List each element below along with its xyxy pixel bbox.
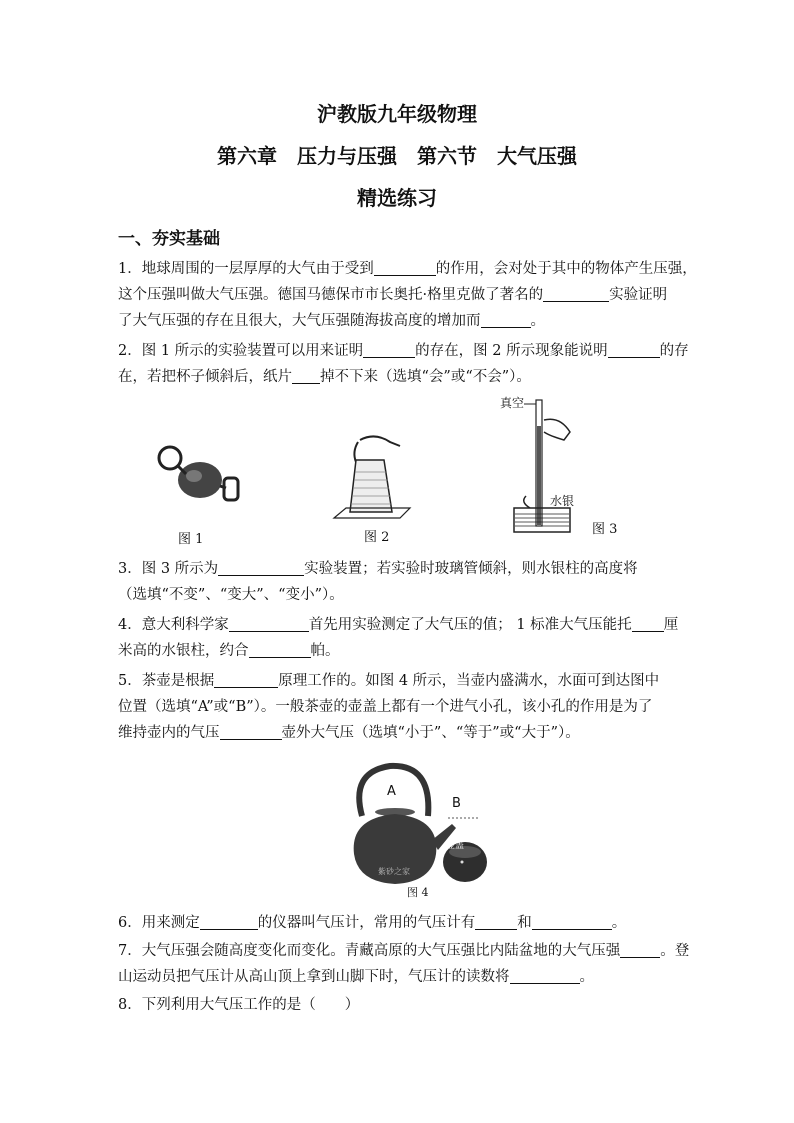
answer-blank[interactable] [374,259,436,276]
question-3: 3．图 3 所示为 实验装置；若实验时玻璃管倾斜，则水银柱的高度将 [118,561,638,577]
question-2: 2．图 1 所示的实验装置可以用来证明 的存在，图 2 所示现象能说明 的存 [118,343,689,359]
figure-1-hemispheres [150,438,250,518]
figure-2-caption: 图 2 [364,530,390,545]
question-5: 5．茶壶是根据 原理工作的。如图 4 所示，当壶内盛满水，水面可到达图中 [118,673,660,689]
section-heading: 一、夯实基础 [118,229,220,249]
question-4-line2: 米高的水银柱，约合 帕。 [118,643,340,659]
brand-watermark: 紫砂之家 [378,867,410,876]
label-a: A [387,784,396,799]
chapter-title: 第六章 压力与压强 第六节 大气压强 [217,144,577,168]
answer-blank[interactable] [218,559,304,576]
hemisphere-ball [178,462,222,498]
figure-1-caption: 图 1 [178,532,204,547]
answer-blank[interactable] [214,671,278,688]
mercury-column [537,426,541,525]
subtitle: 精选练习 [357,186,437,210]
question-6: 6．用来测定 的仪器叫气压计，常用的气压计有 和 。 [118,915,627,931]
question-1-line3: 了大气压强的存在且很大，大气压强随海拔高度的增加而 。 [118,313,545,329]
answer-blank[interactable] [543,285,609,302]
figure-3-torricelli [510,396,590,536]
question-8: 8．下列利用大气压工作的是（ ） [118,997,360,1013]
document-title: 沪教版九年级物理 [317,102,477,126]
question-7-line2: 山运动员把气压计从高山顶上拿到山脚下时，气压计的读数将 。 [118,969,594,985]
left-ring [159,447,181,469]
answer-blank[interactable] [363,341,415,358]
answer-blank[interactable] [229,615,309,632]
question-5-line3: 维持壶内的气压 壶外大气压（选填“小于”、“等于”或“大于”）。 [118,725,580,741]
question-4: 4．意大利科学家 首先用实验测定了大气压的值； 1 标准大气压能托 厘 [118,617,679,633]
answer-blank[interactable] [510,967,580,984]
answer-blank[interactable] [200,913,258,930]
answer-blank[interactable] [620,941,660,958]
answer-blank[interactable] [220,723,282,740]
figure-4-caption: 图 4 [407,886,429,899]
figure-4-teapot [340,754,500,894]
vacuum-label: 真空 [500,396,525,410]
question-3-line2: （选填“不变”、“变大”、“变小”）。 [118,587,344,603]
answer-blank[interactable] [608,341,660,358]
answer-blank[interactable] [475,913,517,930]
answer-blank[interactable] [532,913,612,930]
answer-blank[interactable] [292,367,320,384]
mercury-label: 水银 [550,494,575,508]
figure-3-caption: 图 3 [592,522,618,537]
question-5-line2: 位置（选填“A”或“B”）。一般茶壶的壶盖上都有一个进气小孔，该小孔的作用是为了 [118,699,653,715]
question-1: 1．地球周围的一层厚厚的大气由于受到 的作用，会对处于其中的物体产生压强， [118,261,697,277]
hand [360,436,400,446]
answer-blank[interactable] [481,311,531,328]
figure-2-cup [330,432,420,522]
hand [544,419,570,440]
question-2-line2: 在，若把杯子倾斜后，纸片 掉不下来（选填“会”或“不会”）。 [118,369,531,385]
question-1-line2: 这个压强叫做大气压强。德国马德保市市长奥托·格里克做了著名的 实验证明 [118,287,668,303]
question-7: 7．大气压强会随高度变化而变化。青藏高原的大气压强比内陆盆地的大气压强 。登 [118,943,690,959]
answer-blank[interactable] [249,641,311,658]
right-handle [224,478,238,500]
label-b: B [452,796,461,811]
answer-blank[interactable] [632,615,664,632]
lid-label: 壶盖 [446,841,465,851]
